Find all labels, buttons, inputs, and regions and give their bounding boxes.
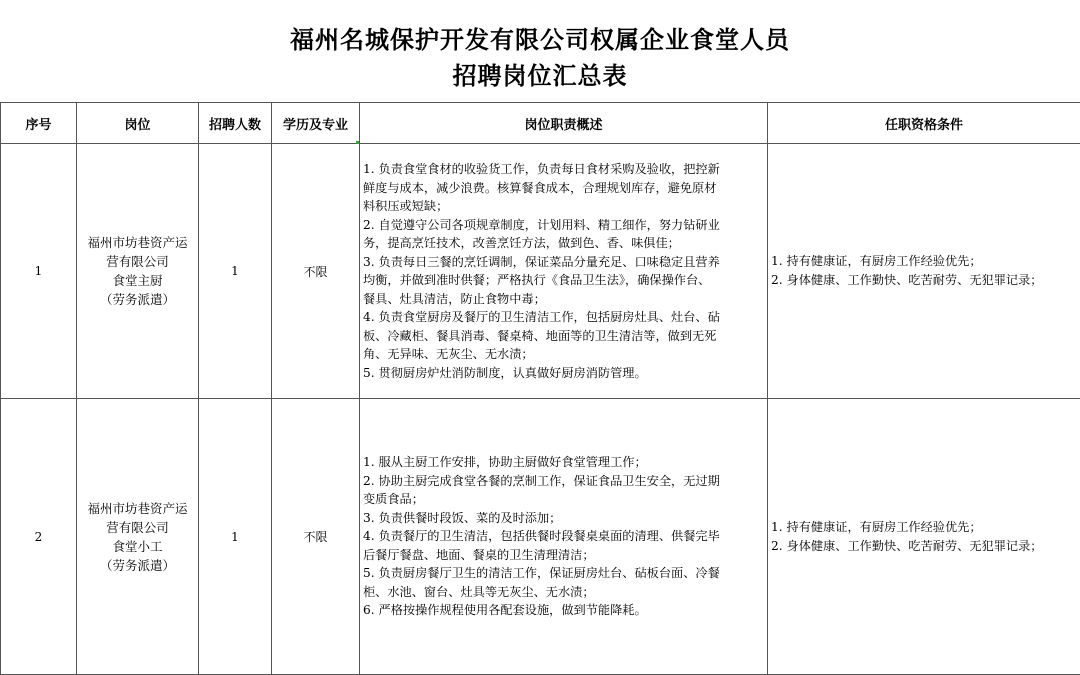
duty-line: 后餐厅餐盘、地面、餐桌的卫生清理清洁； — [363, 546, 763, 565]
qualification-line: 2. 身体健康、工作勤快、吃苦耐劳、无犯罪记录； — [771, 271, 1076, 290]
qualification-line: 1. 持有健康证，有厨房工作经验优先； — [771, 518, 1076, 537]
duty-line: 4. 负责餐厅的卫生清洁，包括供餐时段餐桌桌面的清理、供餐完毕 — [363, 527, 763, 546]
duty-line: 角、无异味、无灰尘、无水渍； — [363, 345, 763, 364]
col-header-education: 学历及专业 — [272, 103, 360, 144]
position-line: 福州市坊巷资产运 — [77, 499, 198, 518]
recruitment-table — [0, 102, 1080, 675]
duty-line: 6. 严格按操作规程使用各配套设施，做到节能降耗。 — [363, 601, 763, 620]
table-row — [1, 399, 1080, 675]
cell-count: 1 — [199, 399, 272, 675]
header-row — [1, 103, 1080, 144]
duty-line: 变质食品； — [363, 490, 763, 509]
position-line: 营有限公司 — [77, 518, 198, 537]
col-header-count: 招聘人数 — [199, 103, 272, 144]
title-line-1: 福州名城保护开发有限公司权属企业食堂人员 — [0, 20, 1080, 55]
duty-line: 1. 服从主厨工作安排，协助主厨做好食堂管理工作； — [363, 453, 763, 472]
duty-line: 5. 负责厨房餐厅卫生的清洁工作，保证厨房灶台、砧板台面、冷餐 — [363, 564, 763, 583]
position-line: 营有限公司 — [77, 252, 198, 271]
duty-line: 2. 自觉遵守公司各项规章制度，计划用料、精工细作，努力钻研业 — [363, 216, 763, 235]
duty-line: 1. 负责食堂食材的收验货工作，负责每日食材采购及验收，把控新 — [363, 160, 763, 179]
duty-line: 餐具、灶具清洁，防止食物中毒； — [363, 290, 763, 309]
position-line: （劳务派遣） — [77, 556, 198, 575]
cell-qualifications — [768, 144, 1080, 399]
cell-position — [77, 399, 199, 675]
cell-position — [77, 144, 199, 399]
duty-line: 务，提高烹饪技术，改善烹饪方法，做到色、香、味俱佳； — [363, 234, 763, 253]
duty-line: 4. 负责食堂厨房及餐厅的卫生清洁工作，包括厨房灶具、灶台、砧 — [363, 308, 763, 327]
qualification-line: 2. 身体健康、工作勤快、吃苦耐劳、无犯罪记录； — [771, 537, 1076, 556]
duty-line: 5. 贯彻厨房炉灶消防制度，认真做好厨房消防管理。 — [363, 364, 763, 383]
duty-line: 2. 协助主厨完成食堂各餐的烹制工作，保证食品卫生安全，无过期 — [363, 472, 763, 491]
duty-line: 板、冷藏柜、餐具消毒、餐桌椅、地面等的卫生清洁等，做到无死 — [363, 327, 763, 346]
title-line-2: 招聘岗位汇总表 — [0, 56, 1080, 91]
cell-seq: 1 — [1, 144, 77, 399]
cell-duties — [360, 144, 768, 399]
cell-education: 不限 — [272, 144, 360, 399]
position-line: 食堂主厨 — [77, 271, 198, 290]
duty-line: 料积压或短缺； — [363, 197, 763, 216]
col-header-qualifications: 任职资格条件 — [768, 103, 1080, 144]
col-header-seq: 序号 — [1, 103, 77, 144]
duty-line: 3. 负责每日三餐的烹饪调制，保证菜品分量充足、口味稳定且营养 — [363, 253, 763, 272]
col-header-position: 岗位 — [77, 103, 199, 144]
cell-count: 1 — [199, 144, 272, 399]
duty-line: 3. 负责供餐时段饭、菜的及时添加； — [363, 509, 763, 528]
col-header-duties: 岗位职责概述 — [360, 103, 768, 144]
cell-seq: 2 — [1, 399, 77, 675]
qualification-line: 1. 持有健康证，有厨房工作经验优先； — [771, 252, 1076, 271]
cell-education: 不限 — [272, 399, 360, 675]
duty-line: 柜、水池、窗台、灶具等无灰尘、无水渍； — [363, 583, 763, 602]
cell-selection-marker — [356, 141, 359, 144]
position-line: 福州市坊巷资产运 — [77, 233, 198, 252]
cell-duties — [360, 399, 768, 675]
cell-qualifications — [768, 399, 1080, 675]
duty-line: 鲜度与成本，减少浪费。核算餐食成本，合理规划库存，避免原材 — [363, 179, 763, 198]
table-row — [1, 144, 1080, 399]
duty-line: 均衡，并做到准时供餐；严格执行《食品卫生法》，确保操作台、 — [363, 271, 763, 290]
position-line: 食堂小工 — [77, 537, 198, 556]
position-line: （劳务派遣） — [77, 290, 198, 309]
document-title — [0, 0, 1080, 102]
